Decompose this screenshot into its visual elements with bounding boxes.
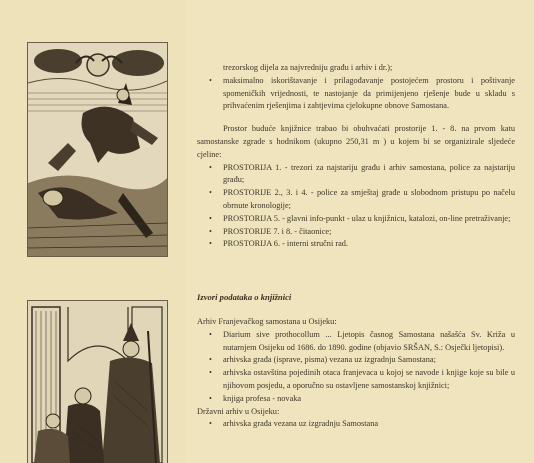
- bullet-icon: •: [209, 355, 212, 365]
- list-item: [209, 187, 515, 213]
- bullet-icon: •: [209, 188, 212, 198]
- archive-heading: Arhiv Franjevačkog samostana u Osijeku:: [197, 316, 337, 326]
- room-item-text: PROSTORIJA 1. - trezori za najstariju građu i arhiv samostana, police za najstariju građu;: [223, 162, 515, 185]
- room-item-text: PROSTORIJE 2., 3. i 4. - police za smještaj građe u slobodnom pristupu po načelu obrnute kronologije;: [223, 188, 515, 210]
- state-archive-list: [197, 418, 515, 431]
- bullet-icon: •: [209, 226, 212, 236]
- list-item: [209, 213, 515, 226]
- list-item: [209, 62, 515, 75]
- room-item-text: PROSTORIJE 7. i 8. - čitaonice;: [223, 226, 332, 236]
- bullet-icon: •: [209, 419, 212, 429]
- list-item: [209, 393, 515, 406]
- body-paragraph: Prostor buduće knjižnice trabao bi obuhvaćati prostorije 1. - 8. na prvom katu samostanske zgrade s hodnikom (ukupno 250,31 m ) u kojem bi se organizirale sljedeće cjeline:: [197, 124, 515, 159]
- archive-item-text: arhivska građa (isprave, pisma) vezana uz izgradnju Samostana;: [223, 355, 436, 365]
- rooms-list: [197, 162, 515, 252]
- bullet-icon: •: [209, 162, 212, 172]
- intro-line: trezorskog dijela za najvredniju građu i arhiv i dr.);: [223, 63, 393, 72]
- section-heading: Izvori podataka o knjižnici: [197, 292, 292, 303]
- archive-item-text: arhivska ostavština pojedinih otaca franjevaca u kojoj se navode i knjige koje su bile u njihovom posjedu, a oporučno su ostavljene samostanskoj knjižnici;: [223, 368, 515, 390]
- room-item-text: PROSTORIJA 6. - interni stručni rad.: [223, 239, 348, 249]
- list-item: [209, 354, 515, 367]
- list-item: [209, 329, 515, 355]
- bullet-icon: •: [209, 393, 212, 403]
- intro-continuation: [197, 62, 515, 113]
- room-item-text: PROSTORIJA 5. - glavni info-punkt - ulaz u knjižnicu, katalozi, on-line pretraživanje;: [223, 213, 511, 223]
- archive-item-text: Diarium sive prothocollum ... Ljetopis časnog Samostana našašća Sv. Križa u nutarnjem Osijeku od 1686. do 1890. godine (objavio SRŠAN, S.: Osječki ljetopisi).: [223, 329, 515, 352]
- list-item: [209, 75, 515, 113]
- woodcut-illustration-top: [27, 42, 168, 257]
- bullet-icon: •: [209, 213, 212, 223]
- list-item: [209, 162, 515, 188]
- list-item: [209, 418, 515, 431]
- illustration-sidebar: [0, 0, 186, 462]
- list-item: [209, 238, 515, 251]
- bullet-icon: •: [209, 75, 212, 85]
- archive-item-text: knjiga profesa - novaka: [223, 393, 302, 403]
- woodcut-illustration-bottom: [27, 300, 168, 463]
- state-item-text: arhivska građa vezana uz izgradnju Samostana: [223, 419, 379, 429]
- list-item: [209, 226, 515, 239]
- state-archive-heading: Državni arhiv u Osijeku:: [197, 406, 280, 416]
- archive-list: [197, 329, 515, 406]
- bullet-icon: •: [209, 239, 212, 249]
- bullet-icon: •: [209, 368, 212, 378]
- list-item: [209, 367, 515, 393]
- main-text-column: [197, 62, 515, 431]
- bullet-icon: •: [209, 329, 212, 339]
- intro-bullet-text: maksimalno iskorištavanje i prilagođavanje postojećem prostoru i poštivanje spomeničkih vrijednosti, te nastojanje da primijenjeno rješenje bude u skladu s prihvaćenim rješenjima i zahtjevima cjelokupne obnove Samostana.: [223, 75, 515, 111]
